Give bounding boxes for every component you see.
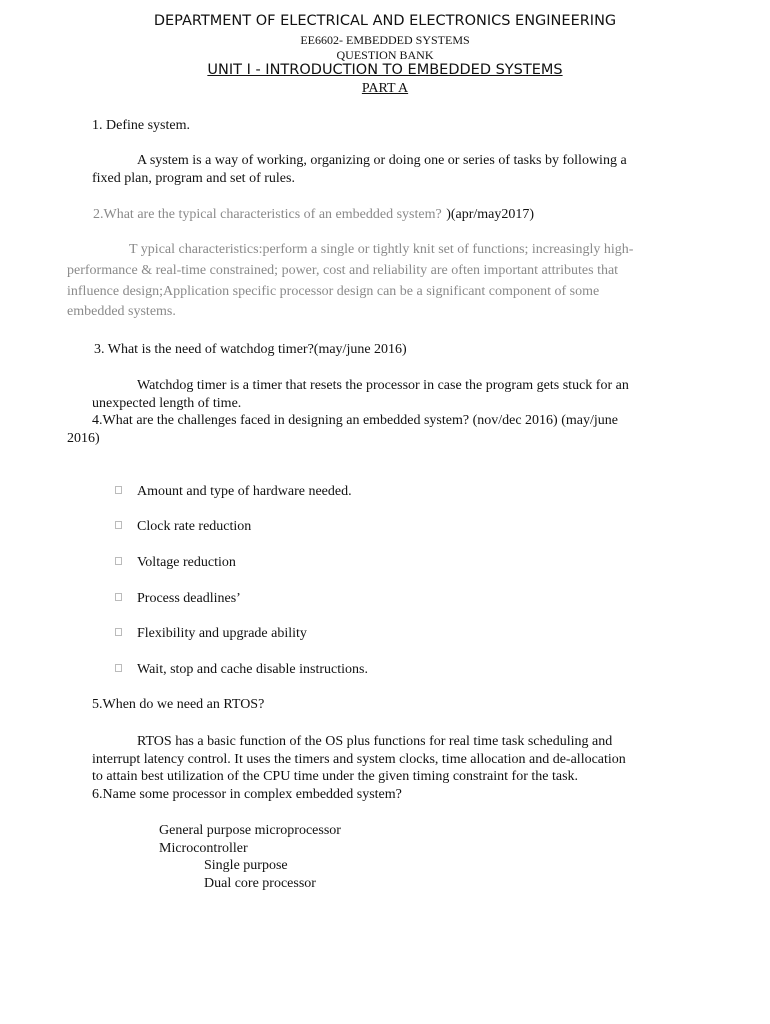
document-type: QUESTION BANK xyxy=(336,48,434,62)
question-4-line-1: 4.What are the challenges faced in designing an embedded system? (nov/dec 2016) (may/june xyxy=(92,413,618,428)
question-1: 1. Define system. xyxy=(92,118,190,133)
part-label: PART A xyxy=(361,81,409,96)
answer-1-line-1: A system is a way of working, organizing or doing one or series of tasks by following a xyxy=(137,153,627,168)
answer-2-line-3: influence design;Application specific processor design can be a significant component of some xyxy=(67,284,600,299)
answer-3-line-1: Watchdog timer is a timer that resets the processor in case the program gets stuck for an xyxy=(137,378,629,393)
bullet-box-icon xyxy=(115,521,122,529)
challenge-item-4: Process deadlines’ xyxy=(137,591,241,606)
processor-item-2: Microcontroller xyxy=(159,841,248,856)
challenge-item-5: Flexibility and upgrade ability xyxy=(137,626,307,641)
challenge-item-2: Clock rate reduction xyxy=(137,519,252,534)
bullet-box-icon xyxy=(115,486,122,494)
answer-5-line-1: RTOS has a basic function of the OS plus functions for real time task scheduling and xyxy=(137,734,613,749)
challenge-item-6: Wait, stop and cache disable instructions. xyxy=(137,662,368,677)
question-4-line-2: 2016) xyxy=(67,431,100,446)
challenge-item-1: Amount and type of hardware needed. xyxy=(137,484,352,499)
answer-2-line-2: performance & real-time constrained; power, cost and reliability are often important attributes that xyxy=(67,263,619,278)
bullet-box-icon xyxy=(115,628,122,636)
question-2 xyxy=(93,206,534,224)
answer-5-line-2: interrupt latency control. It uses the timers and system clocks, time allocation and de-allocation xyxy=(92,752,626,767)
unit-title: UNIT I - INTRODUCTION TO EMBEDDED SYSTEMS xyxy=(207,62,563,78)
answer-2-line-1: T ypical characteristics:perform a single or tightly knit set of functions; increasingly high- xyxy=(129,242,634,257)
question-2-tag: )(apr/may2017) xyxy=(446,207,535,222)
question-2-text: 2.What are the typical characteristics of an embedded system? xyxy=(93,207,442,222)
challenge-item-3: Voltage reduction xyxy=(137,555,236,570)
answer-3-line-2: unexpected length of time. xyxy=(92,396,242,411)
question-5: 5.When do we need an RTOS? xyxy=(92,697,265,712)
bullet-box-icon xyxy=(115,593,122,601)
processor-item-1: General purpose microprocessor xyxy=(159,823,341,838)
answer-1-line-2: fixed plan, program and set of rules. xyxy=(92,171,295,186)
processor-subitem-2: Dual core processor xyxy=(204,876,316,891)
department-title: DEPARTMENT OF ELECTRICAL AND ELECTRONICS ENGINEERING xyxy=(153,13,617,29)
question-6: 6.Name some processor in complex embedded system? xyxy=(92,787,402,802)
answer-2-line-4: embedded systems. xyxy=(67,304,176,319)
processor-subitem-1: Single purpose xyxy=(204,858,288,873)
bullet-box-icon xyxy=(115,664,122,672)
question-3: 3. What is the need of watchdog timer?(may/june 2016) xyxy=(94,342,407,357)
answer-5-line-3: to attain best utilization of the CPU time under the given timing constraint for the task. xyxy=(92,769,579,784)
part-heading xyxy=(0,81,770,97)
course-title: EE6602- EMBEDDED SYSTEMS xyxy=(300,33,470,47)
bullet-box-icon xyxy=(115,557,122,565)
